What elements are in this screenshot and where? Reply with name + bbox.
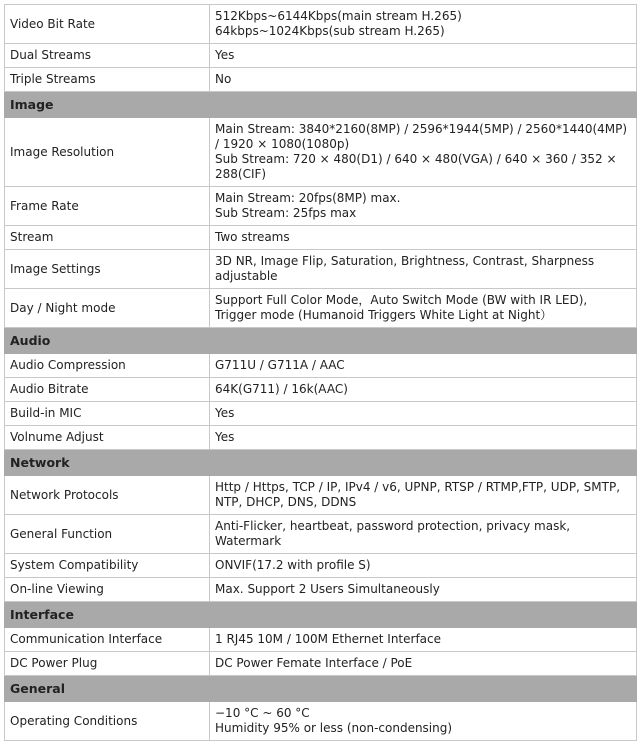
spec-value-line: 512Kbps~6144Kbps(main stream H.265) — [215, 9, 462, 23]
section-header — [5, 450, 637, 476]
spec-row — [5, 44, 637, 68]
spec-row — [5, 289, 637, 328]
spec-value — [210, 68, 637, 92]
spec-value-line: Anti-Flicker, heartbeat, password protection, privacy mask, Watermark — [215, 519, 571, 548]
section-title: Network — [5, 450, 637, 476]
spec-value — [210, 652, 637, 676]
spec-value — [210, 187, 637, 226]
spec-label: Volnume Adjust — [5, 426, 210, 450]
spec-row — [5, 250, 637, 289]
spec-value-line: 3D NR, Image Flip, Saturation, Brightness, Contrast, Sharpness adjustable — [215, 254, 595, 283]
spec-row — [5, 652, 637, 676]
section-header — [5, 676, 637, 702]
spec-value — [210, 702, 637, 741]
spec-value — [210, 554, 637, 578]
spec-value-line: DC Power Femate Interface / PoE — [215, 656, 413, 670]
spec-label: Audio Bitrate — [5, 378, 210, 402]
spec-row — [5, 554, 637, 578]
spec-value — [210, 226, 637, 250]
spec-value — [210, 628, 637, 652]
spec-value — [210, 118, 637, 187]
spec-value-line: −10 °C ~ 60 °C — [215, 706, 310, 720]
spec-value-line: Yes — [215, 48, 235, 62]
section-header — [5, 92, 637, 118]
spec-label: Audio Compression — [5, 354, 210, 378]
spec-value-line: Support Full Color Mode，Auto Switch Mode (BW with IR LED), Trigger mode (Humanoid Triggers White Light at Night） — [215, 293, 588, 322]
spec-label: Communication Interface — [5, 628, 210, 652]
spec-value — [210, 578, 637, 602]
spec-value-line: Sub Stream: 25fps max — [215, 206, 357, 220]
spec-value-line: Main Stream: 20fps(8MP) max. — [215, 191, 401, 205]
spec-label: Dual Streams — [5, 44, 210, 68]
spec-label: General Function — [5, 515, 210, 554]
section-title: General — [5, 676, 637, 702]
section-title: Audio — [5, 328, 637, 354]
spec-value — [210, 515, 637, 554]
spec-value — [210, 5, 637, 44]
spec-value-line: Max. Support 2 Users Simultaneously — [215, 582, 440, 596]
spec-row — [5, 354, 637, 378]
spec-value — [210, 250, 637, 289]
spec-value-line: 64K(G711) / 16k(AAC) — [215, 382, 348, 396]
spec-label: Network Protocols — [5, 476, 210, 515]
spec-label: On-line Viewing — [5, 578, 210, 602]
spec-value-line: Main Stream: 3840*2160(8MP) / 2596*1944(5MP) / 2560*1440(4MP) / 1920 × 1080(1080p) — [215, 122, 628, 151]
spec-row — [5, 187, 637, 226]
spec-row — [5, 402, 637, 426]
spec-value — [210, 289, 637, 328]
spec-value — [210, 402, 637, 426]
spec-value — [210, 44, 637, 68]
spec-row — [5, 68, 637, 92]
spec-label: Stream — [5, 226, 210, 250]
spec-row — [5, 226, 637, 250]
section-header — [5, 602, 637, 628]
spec-row — [5, 426, 637, 450]
spec-value-line: Yes — [215, 430, 235, 444]
spec-value-line: Sub Stream: 720 × 480(D1) / 640 × 480(VGA) / 640 × 360 / 352 × 288(CIF) — [215, 152, 617, 181]
spec-row — [5, 378, 637, 402]
spec-value-line: 1 RJ45 10M / 100M Ethernet Interface — [215, 632, 442, 646]
spec-label: Frame Rate — [5, 187, 210, 226]
spec-label: DC Power Plug — [5, 652, 210, 676]
spec-table — [4, 4, 637, 741]
spec-value — [210, 476, 637, 515]
section-title: Image — [5, 92, 637, 118]
spec-row — [5, 628, 637, 652]
spec-value — [210, 354, 637, 378]
spec-label: Triple Streams — [5, 68, 210, 92]
spec-label: Video Bit Rate — [5, 5, 210, 44]
section-header — [5, 328, 637, 354]
spec-row — [5, 118, 637, 187]
spec-value-line: Two streams — [215, 230, 290, 244]
spec-value-line: Yes — [215, 406, 235, 420]
spec-label: Image Settings — [5, 250, 210, 289]
spec-value — [210, 378, 637, 402]
spec-row — [5, 578, 637, 602]
spec-row — [5, 476, 637, 515]
spec-value-line: ONVIF(17.2 with profile S) — [215, 558, 371, 572]
spec-value-line: No — [215, 72, 232, 86]
spec-label: Operating Conditions — [5, 702, 210, 741]
spec-row — [5, 702, 637, 741]
spec-label: Image Resolution — [5, 118, 210, 187]
section-title: Interface — [5, 602, 637, 628]
spec-value-line: 64kbps~1024Kbps(sub stream H.265) — [215, 24, 445, 38]
spec-row — [5, 515, 637, 554]
spec-value-line: Humidity 95% or less (non-condensing) — [215, 721, 453, 735]
spec-value — [210, 426, 637, 450]
spec-label: Day / Night mode — [5, 289, 210, 328]
spec-label: Build-in MIC — [5, 402, 210, 426]
spec-row — [5, 5, 637, 44]
spec-label: System Compatibility — [5, 554, 210, 578]
spec-value-line: G711U / G711A / AAC — [215, 358, 345, 372]
spec-value-line: Http / Https, TCP / IP, IPv4 / v6, UPNP, RTSP / RTMP,FTP, UDP, SMTP, NTP, DHCP, DNS, DDNS — [215, 480, 621, 509]
